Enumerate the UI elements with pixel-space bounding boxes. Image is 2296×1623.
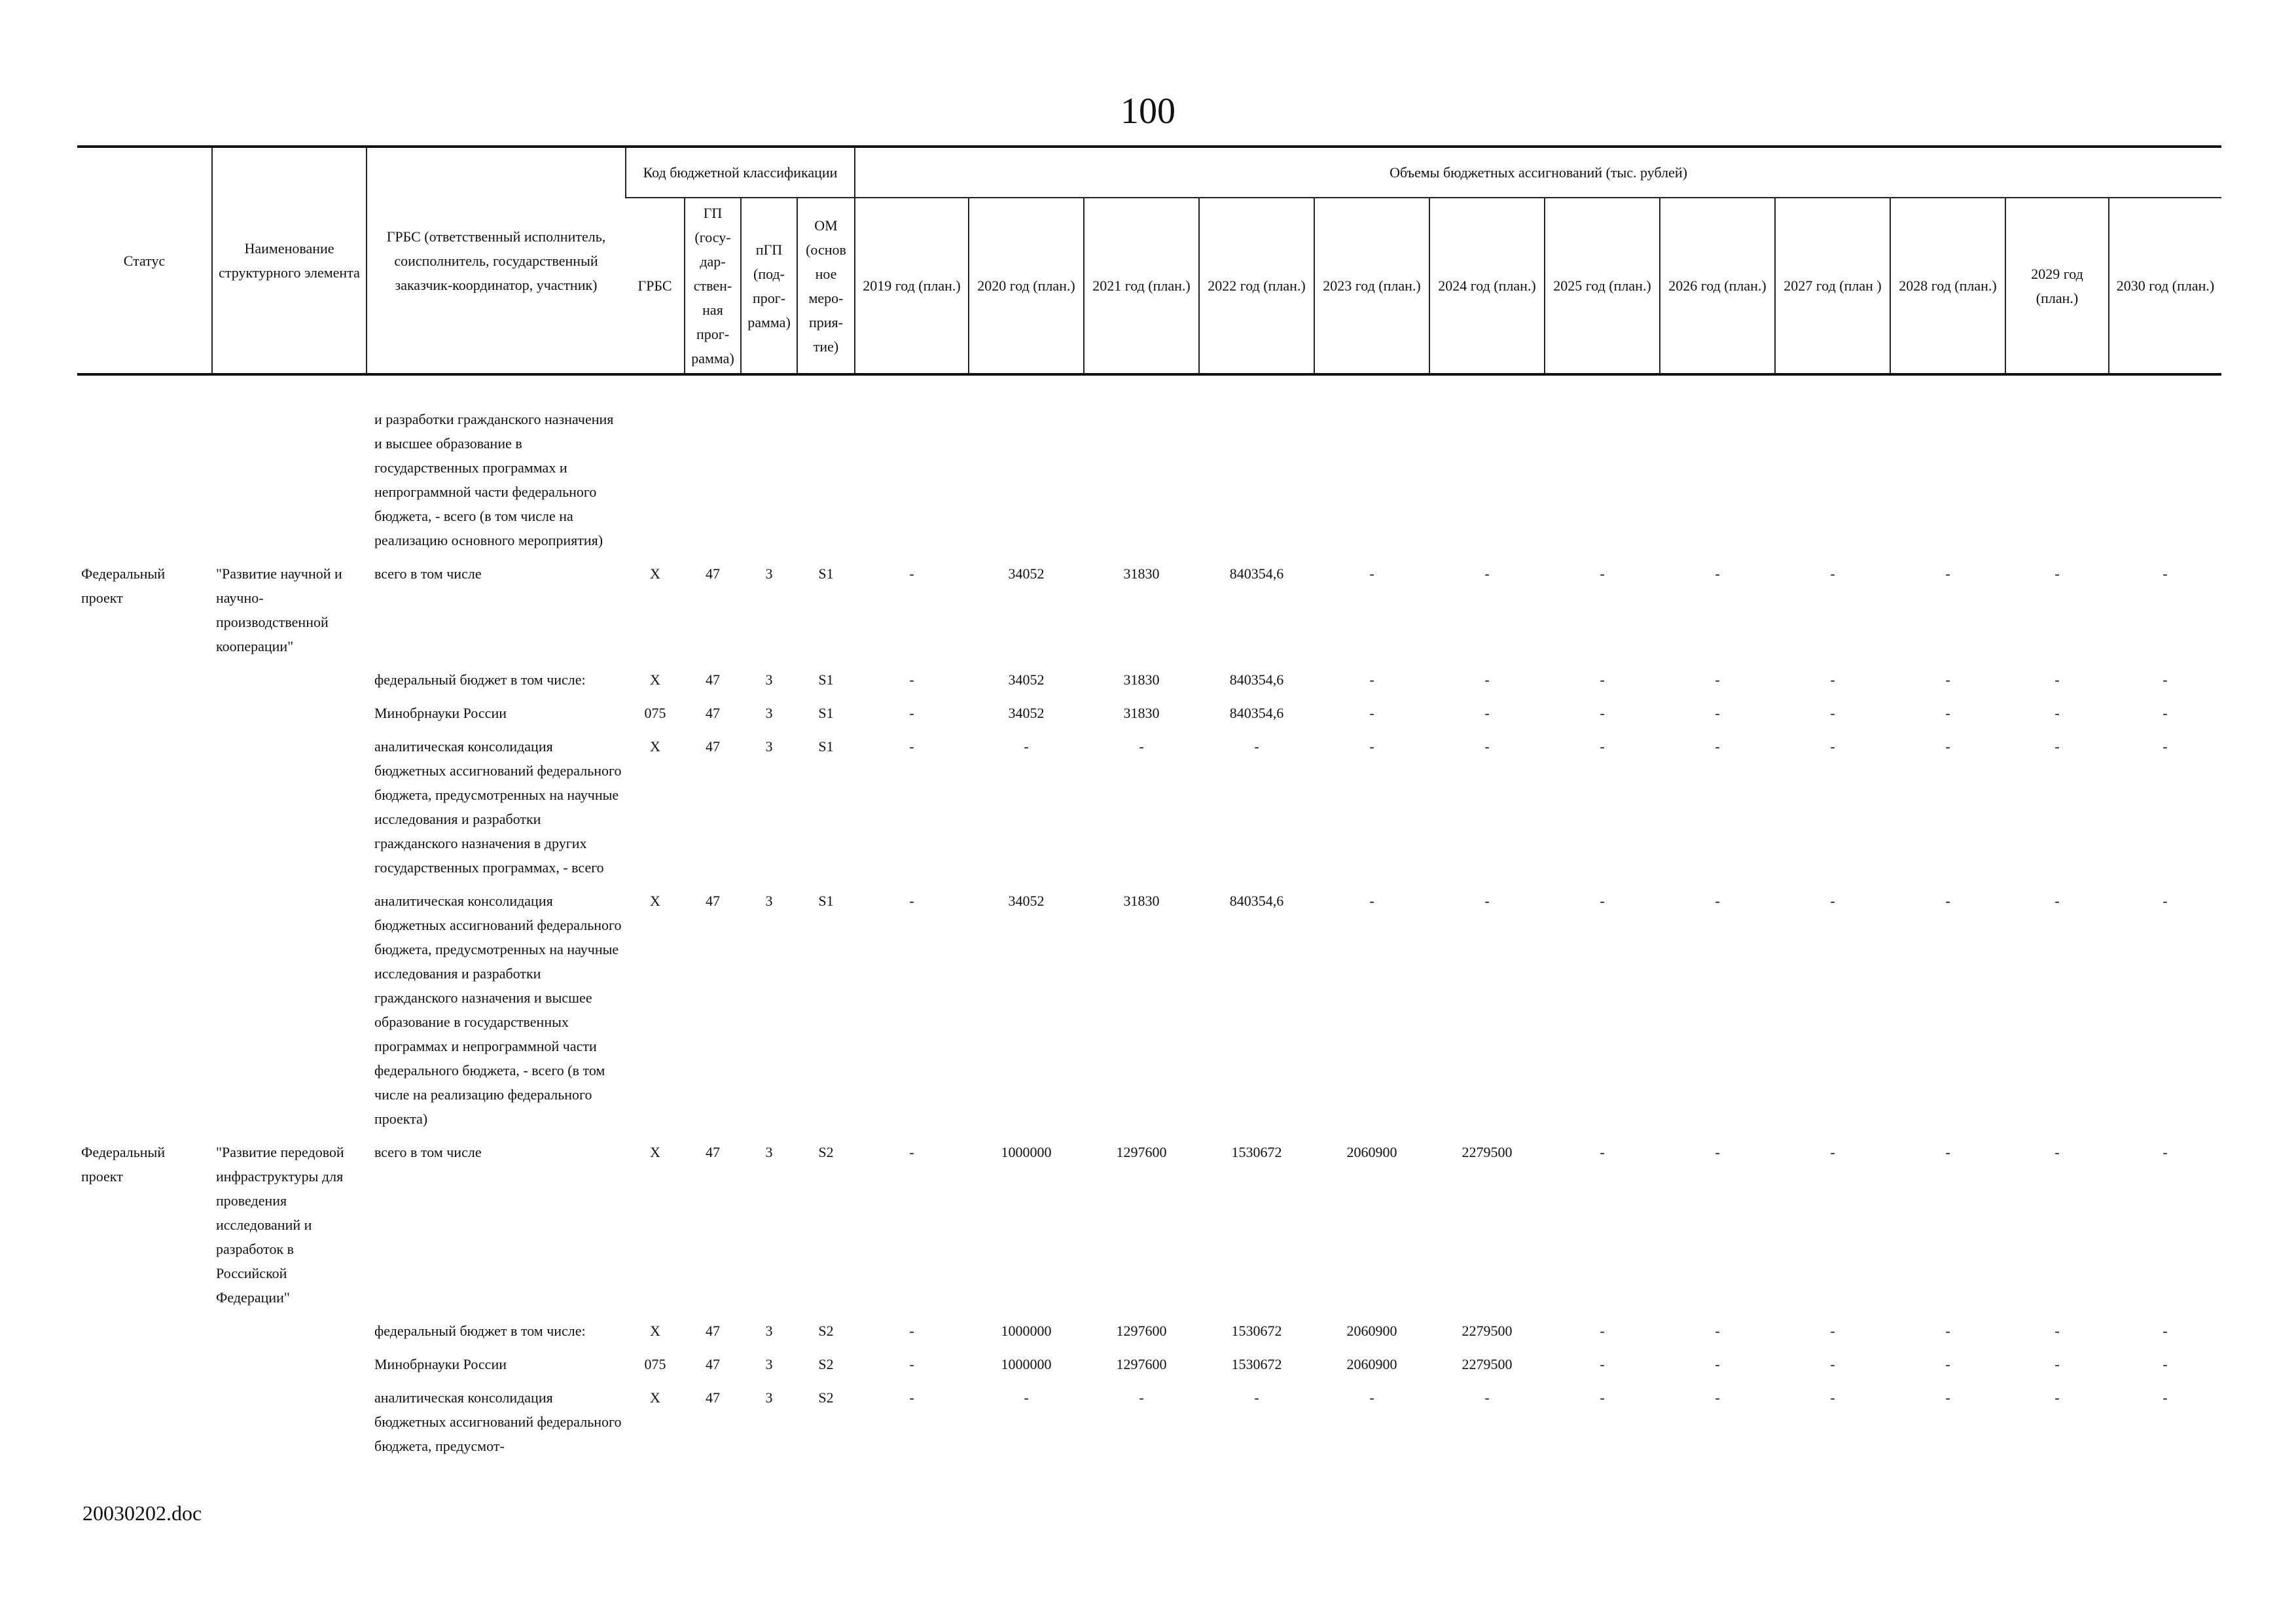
header-om: ОМ (основ ное меро-прия-тие) <box>797 198 855 374</box>
header-volumes: Объемы бюджетных ассигнований (тыс. рублей) <box>855 147 2221 198</box>
year-value-cell <box>1775 374 1890 556</box>
year-value-cell: - <box>1600 1356 1605 1372</box>
year-value-cell: 34052 <box>1008 893 1045 909</box>
year-value-cell <box>1314 374 1429 556</box>
status-cell <box>77 729 212 883</box>
year-value-cell <box>969 374 1084 556</box>
header-year: 2026 год (план.) <box>1660 198 1775 374</box>
table-row <box>77 696 2221 729</box>
year-value-cell: - <box>2162 565 2168 582</box>
header-year: 2021 год (план.) <box>1084 198 1199 374</box>
year-value-cell: 840354,6 <box>1229 671 1284 688</box>
year-value-cell: - <box>1369 893 1374 909</box>
om-code-cell: S2 <box>818 1144 834 1160</box>
year-value-cell: - <box>909 1323 914 1339</box>
grbs-name-cell: федеральный бюджет в том числе: <box>374 1323 586 1339</box>
year-value-cell: 31830 <box>1123 705 1160 721</box>
year-value-cell: - <box>1369 705 1374 721</box>
year-value-cell: 840354,6 <box>1229 893 1284 909</box>
year-value-cell: - <box>1830 1144 1835 1160</box>
gp-code-cell: 47 <box>706 738 720 755</box>
year-value-cell <box>1890 374 2005 556</box>
year-value-cell: - <box>1945 565 1950 582</box>
year-value-cell: - <box>2162 893 2168 909</box>
year-value-cell: - <box>2054 565 2060 582</box>
element-name-cell <box>212 1380 367 1462</box>
table-row <box>77 1347 2221 1380</box>
year-value-cell: - <box>2162 738 2168 755</box>
status-cell <box>77 883 212 1135</box>
pgp-code-cell: 3 <box>765 1144 773 1160</box>
table-row <box>77 662 2221 696</box>
year-value-cell: - <box>2054 705 2060 721</box>
year-value-cell: 1297600 <box>1116 1323 1167 1339</box>
year-value-cell <box>2005 374 2109 556</box>
year-value-cell: - <box>1715 565 1720 582</box>
year-value-cell: - <box>1024 738 1029 755</box>
gp-code-cell: 47 <box>706 1389 720 1406</box>
year-value-cell: - <box>1484 565 1490 582</box>
grbs-name-cell: всего в том числе <box>374 565 482 582</box>
status-cell <box>77 696 212 729</box>
gp-code-cell: 47 <box>706 1323 720 1339</box>
year-value-cell: - <box>909 1389 914 1406</box>
year-value-cell: - <box>1600 705 1605 721</box>
year-value-cell: - <box>1600 1389 1605 1406</box>
footer-filename: 20030202.doc <box>82 1501 202 1525</box>
year-value-cell: - <box>2054 738 2060 755</box>
header-pgp: пГП (под-прог-рамма) <box>741 198 797 374</box>
status-cell <box>77 374 212 556</box>
pgp-code-cell: 3 <box>765 1323 773 1339</box>
status-cell <box>77 1347 212 1380</box>
year-value-cell: - <box>1484 1389 1490 1406</box>
year-value-cell: - <box>1715 671 1720 688</box>
year-value-cell: - <box>1600 738 1605 755</box>
om-code-cell: S2 <box>818 1356 834 1372</box>
grbs-name-cell: аналитическая консолидация бюджетных ассигнований федерального бюджета, предусмот- <box>374 1389 622 1454</box>
table-row <box>77 729 2221 883</box>
grbs-name-cell: аналитическая консолидация бюджетных ассигнований федерального бюджета, предусмотренных на научные исследования и разработки гражданского назначения в других государственных программах, - всего <box>374 738 622 876</box>
year-value-cell: - <box>1945 1144 1950 1160</box>
grbs-code-cell: X <box>650 671 660 688</box>
pgp-code-cell: 3 <box>765 705 773 721</box>
element-name-cell <box>212 696 367 729</box>
year-value-cell: 2060900 <box>1346 1323 1397 1339</box>
grbs-name-cell: федеральный бюджет в том числе: <box>374 671 586 688</box>
table-row <box>77 883 2221 1135</box>
grbs-code-cell <box>626 374 685 556</box>
header-year: 2030 год (план.) <box>2109 198 2221 374</box>
year-value-cell: 1297600 <box>1116 1144 1167 1160</box>
header-gp: ГП (госу-дар-ствен-ная прог-рамма) <box>685 198 741 374</box>
year-value-cell: 34052 <box>1008 565 1045 582</box>
element-name-cell <box>212 729 367 883</box>
year-value-cell: 1530672 <box>1231 1356 1282 1372</box>
year-value-cell: - <box>2054 671 2060 688</box>
om-code-cell: S1 <box>818 705 834 721</box>
status-cell <box>77 662 212 696</box>
element-name-cell: "Развитие научной и научно-производственной кооперации" <box>216 565 342 654</box>
gp-code-cell: 47 <box>706 565 720 582</box>
year-value-cell: - <box>2054 1389 2060 1406</box>
grbs-code-cell: X <box>650 893 660 909</box>
year-value-cell: - <box>1715 738 1720 755</box>
year-value-cell: 1000000 <box>1001 1356 1052 1372</box>
year-value-cell: - <box>1945 671 1950 688</box>
om-code-cell: S1 <box>818 671 834 688</box>
year-value-cell: - <box>1369 1389 1374 1406</box>
grbs-code-cell: X <box>650 738 660 755</box>
header-year: 2029 год (план.) <box>2005 198 2109 374</box>
status-cell: Федеральный проект <box>81 565 166 606</box>
year-value-cell: - <box>1139 738 1144 755</box>
year-value-cell: - <box>1715 893 1720 909</box>
year-value-cell <box>1545 374 1660 556</box>
grbs-name-cell: аналитическая консолидация бюджетных ассигнований федерального бюджета, предусмотренных на научные исследования и разработки гражданского назначения и высшее образование в государственных программах и непрограммной части федерального бюджета, - всего (в том числе на реализацию федерального проекта) <box>374 893 622 1127</box>
pgp-code-cell: 3 <box>765 738 773 755</box>
table-row <box>77 1313 2221 1347</box>
header-status: Статус <box>77 147 212 374</box>
year-value-cell: - <box>1830 705 1835 721</box>
year-value-cell: - <box>2162 1144 2168 1160</box>
year-value-cell: - <box>1945 1356 1950 1372</box>
year-value-cell: - <box>1715 1144 1720 1160</box>
om-code-cell: S2 <box>818 1323 834 1339</box>
year-value-cell: 2060900 <box>1346 1356 1397 1372</box>
header-year: 2027 год (план ) <box>1775 198 1890 374</box>
gp-code-cell <box>685 374 741 556</box>
year-value-cell: - <box>909 1356 914 1372</box>
year-value-cell: - <box>1254 738 1259 755</box>
grbs-name-cell: Минобрнауки России <box>374 1356 507 1372</box>
year-value-cell: - <box>1945 738 1950 755</box>
header-year: 2025 год (план.) <box>1545 198 1660 374</box>
element-name-cell: "Развитие передовой инфраструктуры для проведения исследований и разработок в Российской Федерации" <box>216 1144 344 1306</box>
om-code-cell: S1 <box>818 565 834 582</box>
year-value-cell: - <box>2162 705 2168 721</box>
status-cell <box>77 1380 212 1462</box>
year-value-cell <box>1199 374 1314 556</box>
year-value-cell: - <box>1254 1389 1259 1406</box>
om-code-cell: S1 <box>818 893 834 909</box>
om-code-cell <box>797 374 855 556</box>
year-value-cell: - <box>909 671 914 688</box>
header-year: 2023 год (план.) <box>1314 198 1429 374</box>
year-value-cell: 31830 <box>1123 565 1160 582</box>
year-value-cell: - <box>909 893 914 909</box>
element-name-cell <box>212 374 367 556</box>
grbs-name-cell: и разработки гражданского назначения и высшее образование в государственных программах и непрограммной части федерального бюджета, - всего (в том числе на реализацию основного мероприятия) <box>374 411 614 548</box>
header-grbs: ГРБС <box>626 198 685 374</box>
year-value-cell: - <box>1369 565 1374 582</box>
element-name-cell <box>212 662 367 696</box>
year-value-cell: - <box>1600 893 1605 909</box>
status-cell: Федеральный проект <box>81 1144 166 1185</box>
year-value-cell: - <box>2162 1323 2168 1339</box>
year-value-cell: - <box>1024 1389 1029 1406</box>
grbs-code-cell: X <box>650 565 660 582</box>
year-value-cell: - <box>1945 1323 1950 1339</box>
header-element-name: Наименование структурного элемента <box>212 147 367 374</box>
year-value-cell: 2279500 <box>1462 1356 1513 1372</box>
grbs-name-cell: Минобрнауки России <box>374 705 507 721</box>
year-value-cell: - <box>909 565 914 582</box>
table-body <box>77 374 2221 1462</box>
pgp-code-cell: 3 <box>765 893 773 909</box>
grbs-code-cell: X <box>650 1144 660 1160</box>
header-year: 2028 год (план.) <box>1890 198 2005 374</box>
year-value-cell: - <box>2054 893 2060 909</box>
year-value-cell: - <box>1715 1323 1720 1339</box>
year-value-cell: - <box>909 1144 914 1160</box>
grbs-code-cell: X <box>650 1323 660 1339</box>
year-value-cell: - <box>2162 1389 2168 1406</box>
year-value-cell <box>855 374 969 556</box>
gp-code-cell: 47 <box>706 1144 720 1160</box>
year-value-cell: 2279500 <box>1462 1144 1513 1160</box>
header-grbs-full: ГРБС (ответственный исполнитель, соисполнитель, государственный заказчик-координатор, участник) <box>367 147 626 374</box>
year-value-cell: - <box>2054 1144 2060 1160</box>
year-value-cell: - <box>1484 738 1490 755</box>
table-row <box>77 374 2221 556</box>
pgp-code-cell: 3 <box>765 565 773 582</box>
om-code-cell: S2 <box>818 1389 834 1406</box>
year-value-cell <box>2109 374 2221 556</box>
year-value-cell: - <box>1945 893 1950 909</box>
year-value-cell: 1000000 <box>1001 1323 1052 1339</box>
header-year: 2019 год (план.) <box>855 198 969 374</box>
year-value-cell: 34052 <box>1008 671 1045 688</box>
year-value-cell: - <box>2054 1323 2060 1339</box>
year-value-cell: - <box>1139 1389 1144 1406</box>
year-value-cell: - <box>1600 565 1605 582</box>
year-value-cell: - <box>1600 1323 1605 1339</box>
year-value-cell: - <box>1715 1356 1720 1372</box>
pgp-code-cell: 3 <box>765 1389 773 1406</box>
year-value-cell: 1530672 <box>1231 1323 1282 1339</box>
year-value-cell: 1530672 <box>1231 1144 1282 1160</box>
year-value-cell: - <box>1369 738 1374 755</box>
year-value-cell: - <box>1600 1144 1605 1160</box>
year-value-cell <box>1660 374 1775 556</box>
element-name-cell <box>212 1313 367 1347</box>
year-value-cell: 34052 <box>1008 705 1045 721</box>
year-value-cell: - <box>1369 671 1374 688</box>
element-name-cell <box>212 1347 367 1380</box>
grbs-name-cell: всего в том числе <box>374 1144 482 1160</box>
year-value-cell: 840354,6 <box>1229 705 1284 721</box>
gp-code-cell: 47 <box>706 893 720 909</box>
year-value-cell: - <box>1830 893 1835 909</box>
page-number: 100 <box>1121 91 1175 132</box>
year-value-cell: - <box>1830 671 1835 688</box>
pgp-code-cell: 3 <box>765 671 773 688</box>
year-value-cell: - <box>1830 565 1835 582</box>
year-value-cell: 2060900 <box>1346 1144 1397 1160</box>
year-value-cell: 1000000 <box>1001 1144 1052 1160</box>
pgp-code-cell <box>741 374 797 556</box>
year-value-cell: - <box>909 705 914 721</box>
year-value-cell: - <box>1484 705 1490 721</box>
table-row <box>77 556 2221 662</box>
year-value-cell: - <box>2162 671 2168 688</box>
year-value-cell: - <box>2054 1356 2060 1372</box>
year-value-cell: 840354,6 <box>1229 565 1284 582</box>
year-value-cell: - <box>1945 1389 1950 1406</box>
year-value-cell: - <box>1945 705 1950 721</box>
year-value-cell: - <box>1830 1323 1835 1339</box>
pgp-code-cell: 3 <box>765 1356 773 1372</box>
year-value-cell: - <box>1830 1389 1835 1406</box>
grbs-code-cell: 075 <box>644 1356 666 1372</box>
year-value-cell: - <box>1830 1356 1835 1372</box>
header-year: 2022 год (план.) <box>1199 198 1314 374</box>
year-value-cell: - <box>1715 1389 1720 1406</box>
year-value-cell <box>1084 374 1199 556</box>
table-row <box>77 1380 2221 1462</box>
year-value-cell: - <box>1715 705 1720 721</box>
year-value-cell: 31830 <box>1123 671 1160 688</box>
grbs-code-cell: X <box>650 1389 660 1406</box>
gp-code-cell: 47 <box>706 1356 720 1372</box>
gp-code-cell: 47 <box>706 705 720 721</box>
year-value-cell: 31830 <box>1123 893 1160 909</box>
year-value-cell: - <box>1600 671 1605 688</box>
header-year: 2020 год (план.) <box>969 198 1084 374</box>
om-code-cell: S1 <box>818 738 834 755</box>
gp-code-cell: 47 <box>706 671 720 688</box>
year-value-cell: - <box>1484 671 1490 688</box>
header-year: 2024 год (план.) <box>1429 198 1545 374</box>
year-value-cell: - <box>1484 893 1490 909</box>
year-value-cell <box>1429 374 1545 556</box>
status-cell <box>77 1313 212 1347</box>
element-name-cell <box>212 883 367 1135</box>
header-budget-code: Код бюджетной классификации <box>626 147 855 198</box>
grbs-code-cell: 075 <box>644 705 666 721</box>
year-value-cell: - <box>2162 1356 2168 1372</box>
budget-allocation-table <box>77 145 2221 1462</box>
year-value-cell: 1297600 <box>1116 1356 1167 1372</box>
year-value-cell: - <box>1830 738 1835 755</box>
year-value-cell: - <box>909 738 914 755</box>
year-value-cell: 2279500 <box>1462 1323 1513 1339</box>
table-row <box>77 1135 2221 1313</box>
